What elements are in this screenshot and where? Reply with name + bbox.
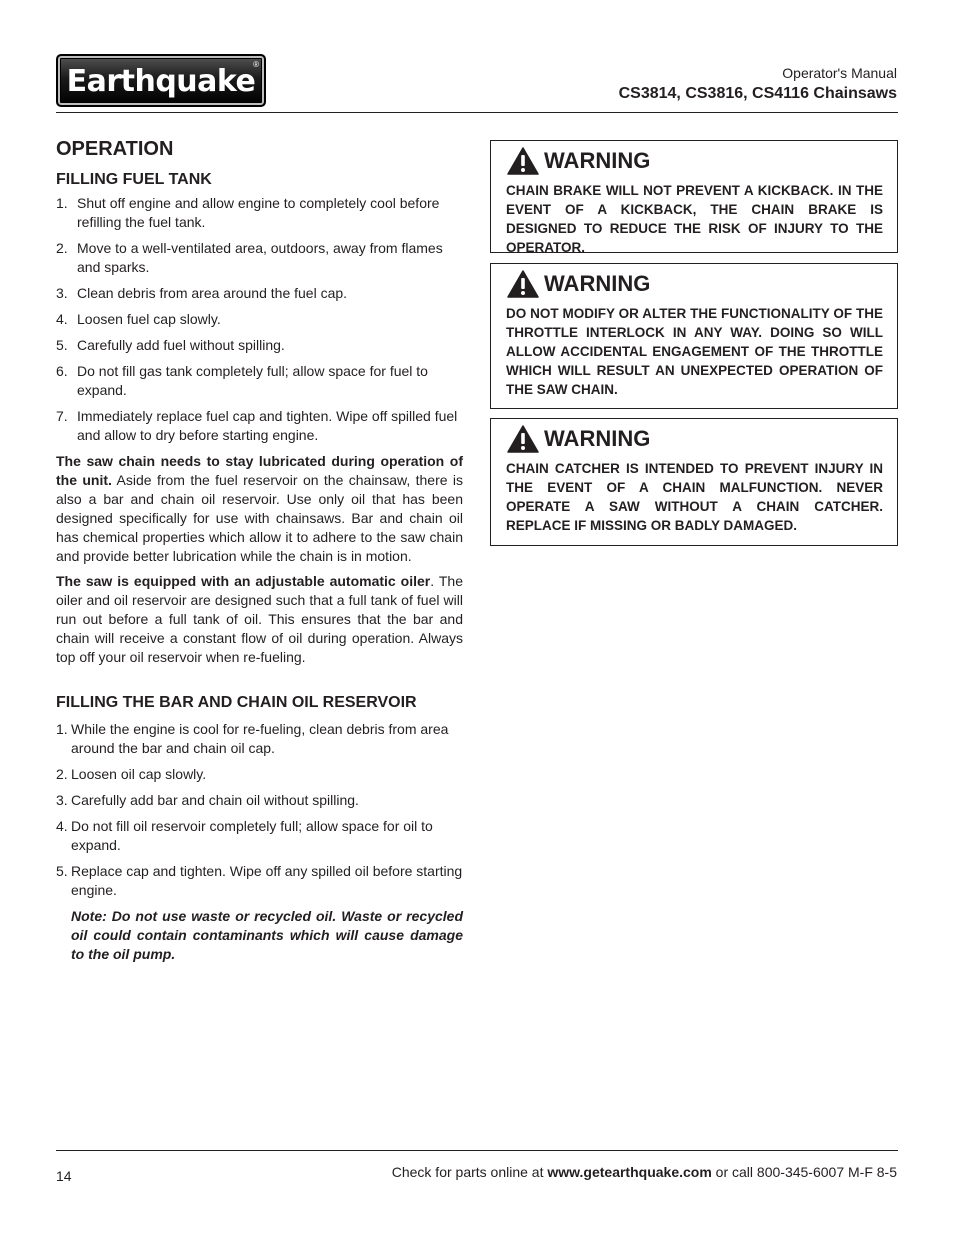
list-item: 4. Do not fill oil reservoir completely full; allow space for oil to expand. [56,818,433,853]
list-item: 2. Move to a well-ventilated area, outdoors, away from flames and sparks. [56,240,443,275]
oiler-paragraph: The saw is equipped with an adjustable automatic oiler. The oiler and oil reservoir are designed such that a full tank of fuel will run out before a full tank of oil. This ensures that the bar and chain will receive a constant flow of oil during operation. Always top off your oil reservoir when re-fueling. [56,573,463,665]
warning-box-chain-brake [490,140,898,253]
list-item: 5. Carefully add fuel without spilling. [56,337,285,353]
oil-steps-list [56,720,463,900]
list-item: 6. Do not fill gas tank completely full; allow space for fuel to expand. [56,363,428,398]
section-title: OPERATION [56,138,174,160]
website-link[interactable]: www.getearthquake.com [547,1164,712,1180]
warning-text: DO NOT MODIFY OR ALTER THE FUNCTIONALITY OF THE THROTTLE INTERLOCK IN ANY WAY. DOING SO WILL ALLOW ACCIDENTAL ENGAGEMENT OF THE THROTTLE WHICH WILL RESULT AN UNEXPECTED OPERATION OF THE SAW CHAIN. [506,306,883,397]
warning-triangle-icon [507,270,539,298]
oil-heading: FILLING THE BAR AND CHAIN OIL RESERVOIR [56,694,417,711]
logo-text: Earthquake [66,64,256,99]
fuel-steps-list [56,194,463,445]
footer-contact: Check for parts online at www.getearthquake.com or call 800-345-6007 M-F 8-5 [391,1164,897,1180]
warning-triangle-icon [507,425,539,453]
model-title: CS3814, CS3816, CS4116 Chainsaws [618,85,897,102]
fuel-heading: FILLING FUEL TANK [56,171,212,188]
header-rule [56,112,898,113]
manual-label: Operator's Manual [782,65,897,81]
list-item: 7. Immediately replace fuel cap and tighten. Wipe off spilled fuel and allow to dry before starting engine. [56,408,458,443]
list-item: 3. Clean debris from area around the fuel cap. [56,285,348,301]
list-item: 1. While the engine is cool for re-fueling, clean debris from area around the bar and chain oil cap. [56,721,449,756]
logo-registered-mark: ® [253,60,259,69]
warning-title: WARNING [544,271,651,296]
list-item: 3. Carefully add bar and chain oil without spilling. [56,792,359,808]
warning-text: CHAIN BRAKE WILL NOT PREVENT A KICKBACK. IN THE EVENT OF A KICKBACK, THE CHAIN BRAKE IS DESIGNED TO REDUCE THE RISK OF INJURY TO THE OPERATOR. [506,183,883,255]
lubrication-paragraph: The saw chain needs to stay lubricated during operation of the unit. Aside from the fuel reservoir on the chainsaw, there is also a bar and chain oil reservoir. Use only oil that has been designed specifically for use with chainsaws. Bar and chain oil has chemical properties which allow it to adhere to the saw chain and provide better lubrication while the chain is in motion. [56,453,464,564]
list-item: 4. Loosen fuel cap slowly. [56,311,221,327]
list-item: 1. Shut off engine and allow engine to completely cool before refilling the fuel tank. [56,195,440,230]
page-number: 14 [56,1168,72,1184]
warning-box-chain-catcher [490,418,898,546]
warning-text: CHAIN CATCHER IS INTENDED TO PREVENT INJURY IN THE EVENT OF A CHAIN MALFUNCTION. NEVER OPERATE A SAW WITHOUT A CHAIN CATCHER. REPLACE IF MISSING OR BADLY DAMAGED. [506,461,883,533]
left-column [56,136,463,964]
warning-title: WARNING [544,426,651,451]
footer-rule [56,1150,898,1151]
warning-triangle-icon [507,147,539,175]
earthquake-logo [56,54,266,107]
warning-box-throttle-interlock [490,263,898,409]
list-item: 2. Loosen oil cap slowly. [56,766,207,782]
list-item: 5. Replace cap and tighten. Wipe off any spilled oil before starting engine. [56,863,463,898]
oil-note: Note: Do not use waste or recycled oil. Waste or recycled oil could contain contaminants which will cause damage to the oil pump. [71,908,463,962]
header-info [619,64,897,105]
warning-title: WARNING [544,148,651,173]
